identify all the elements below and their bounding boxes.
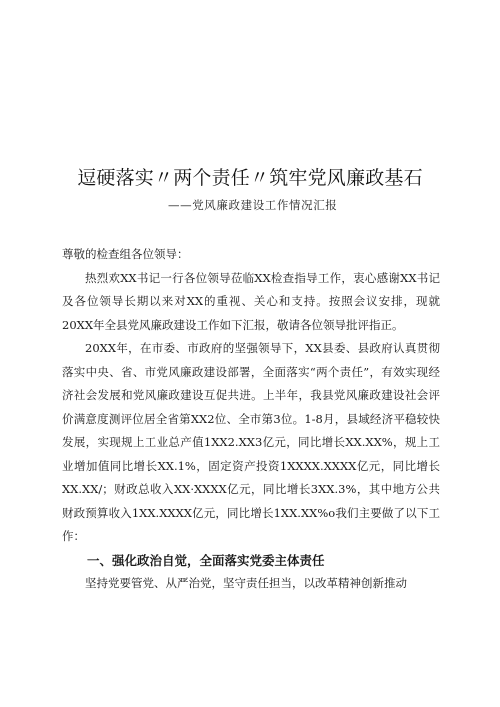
salutation: 尊敬的检查组各位领导： [62, 247, 189, 261]
section-heading: 一、强化政治自觉，全面落实党委主体责任 [87, 552, 325, 568]
document-subtitle: ——党风廉政建设工作情况汇报 [168, 198, 338, 212]
paragraph-overview: 20XX年，在市委、市政府的坚强领导下，XX县委、县政府认真贯彻落实中央、省、市党风廉政建设部署，全面落实“两个责任”，有效实现经济社会发展和党风廉政建设互促共进。上半年，我县党风廉政建设社会评价满意度测评位居全省第XX2位、全市第3位。1-8月，县域经济平稳较快发展，实现规上工业总产值1XX2.XX3亿元，同比增长XX.XX%，规上工业增加值同比增长XX.1%，固定资产投资1XXXX.XXXX亿元，同比增长XX.XX/；财政总收入XX·XXXX亿元，同比增长3XX.3%，其中地方公共财政预算收入1XX.XXXX亿元，同比增长1XX.XX%o我们主要做了以下工作： [62, 341, 440, 543]
paragraph-welcome: 热烈欢XX书记一行各位领导莅临XX检查指导工作，衷心感谢XX书记及各位领导长期以来对XX的重视、关心和支持。按照会议安排，现就20XX年全县党风廉政建设工作如下汇报，敬请各位领导批评指正。 [62, 270, 440, 332]
section-paragraph: 坚持党要管党、从严治党，坚守责任担当，以改革精神创新推动 [85, 576, 407, 590]
document-body [62, 243, 440, 596]
document-title: 逗硬落实〃两个责任〃筑牢党风廉政基石 [77, 167, 423, 189]
